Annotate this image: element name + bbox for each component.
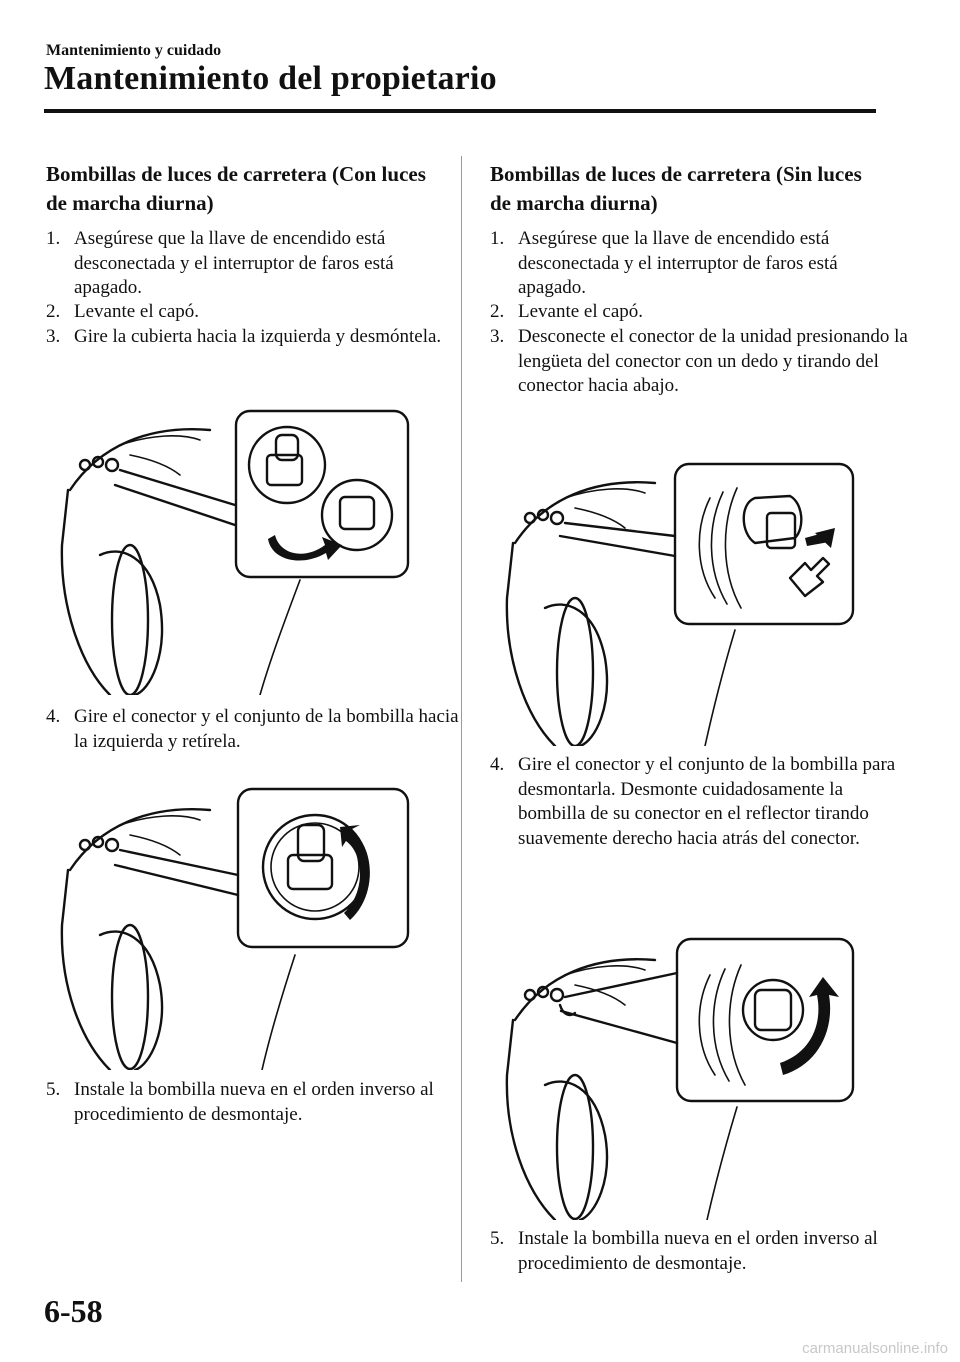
right-step-3 bbox=[490, 325, 908, 399]
step-text: Desconecte el conector de la unidad presionando la lengüeta del conector con un dedo y tirando del conector hacia abajo. bbox=[518, 326, 908, 396]
figure-remove-cover bbox=[60, 405, 415, 695]
step-number: 4. bbox=[490, 754, 505, 775]
right-step-1 bbox=[490, 227, 908, 301]
right-step-2 bbox=[490, 300, 908, 325]
left-step-1 bbox=[46, 227, 464, 301]
step-text: Asegúrese que la llave de encendido está desconectada y el interruptor de faros está apagado. bbox=[74, 228, 394, 298]
step-text: Gire el conector y el conjunto de la bombilla hacia la izquierda y retírela. bbox=[74, 706, 459, 752]
step-number: 5. bbox=[490, 1228, 505, 1249]
figure-disconnect-connector bbox=[505, 458, 860, 746]
left-step-2 bbox=[46, 300, 464, 325]
step-text: Instale la bombilla nueva en el orden inverso al procedimiento de desmontaje. bbox=[74, 1079, 434, 1125]
step-number: 1. bbox=[490, 228, 505, 249]
page-number: 6-58 bbox=[44, 1293, 103, 1329]
left-heading-wrap bbox=[46, 160, 436, 218]
left-step-5 bbox=[46, 1078, 464, 1127]
left-step-3 bbox=[46, 325, 464, 350]
step-number: 1. bbox=[46, 228, 61, 249]
right-step-4 bbox=[490, 753, 908, 851]
step-text: Gire el conector y el conjunto de la bombilla para desmontarla. Desmonte cuidadosamente la bombilla de su conector en el reflector tirando suavemente derecho hacia atrás del conector. bbox=[518, 754, 896, 849]
right-heading: Bombillas de luces de carretera (Sin luces de marcha diurna) bbox=[490, 162, 862, 215]
left-heading: Bombillas de luces de carretera (Con luces de marcha diurna) bbox=[46, 162, 426, 215]
step-number: 2. bbox=[490, 301, 505, 322]
step-text: Asegúrese que la llave de encendido está desconectada y el interruptor de faros está apagado. bbox=[518, 228, 838, 298]
left-step-4 bbox=[46, 705, 464, 754]
step-number: 3. bbox=[490, 326, 505, 347]
right-heading-wrap bbox=[490, 160, 880, 218]
step-text: Levante el capó. bbox=[74, 301, 200, 322]
step-number: 2. bbox=[46, 301, 61, 322]
right-step-5 bbox=[490, 1227, 908, 1276]
watermark: carmanualsonline.info bbox=[802, 1340, 948, 1357]
figure-rotate-bulb bbox=[505, 935, 860, 1220]
page-title: Mantenimiento del propietario bbox=[44, 60, 497, 97]
step-number: 5. bbox=[46, 1079, 61, 1100]
figure-remove-bulb bbox=[60, 785, 415, 1070]
title-rule bbox=[44, 109, 876, 113]
step-number: 3. bbox=[46, 326, 61, 347]
step-text: Levante el capó. bbox=[518, 301, 644, 322]
step-text: Gire la cubierta hacia la izquierda y desmóntela. bbox=[74, 326, 442, 347]
step-number: 4. bbox=[46, 706, 61, 727]
section-label: Mantenimiento y cuidado bbox=[46, 42, 222, 59]
step-text: Instale la bombilla nueva en el orden inverso al procedimiento de desmontaje. bbox=[518, 1228, 878, 1274]
